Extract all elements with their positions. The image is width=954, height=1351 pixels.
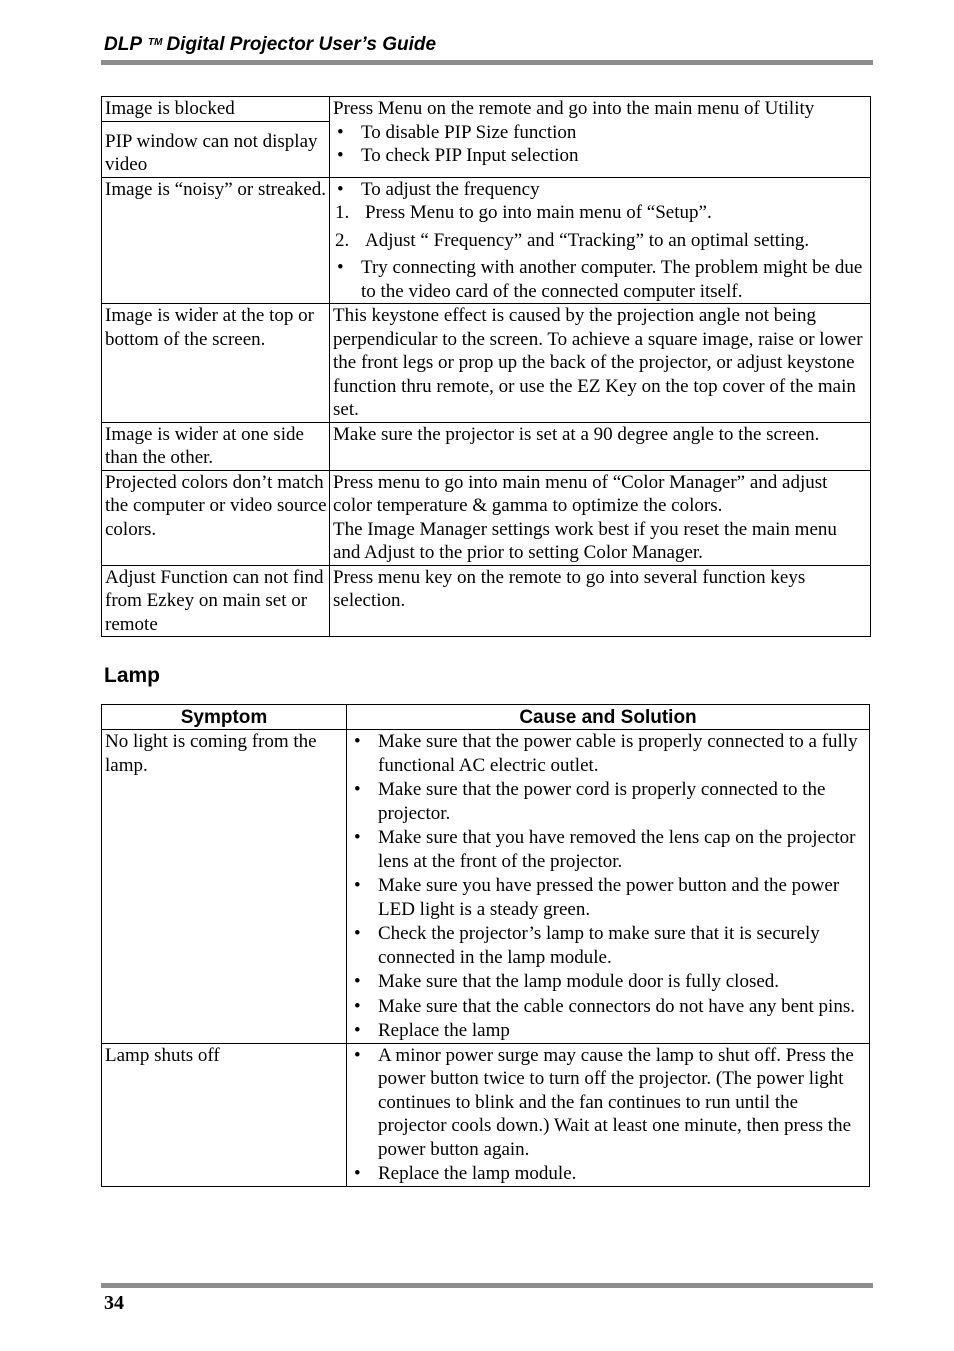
numbered-list bbox=[333, 201, 868, 252]
table-row bbox=[102, 97, 871, 122]
table-row bbox=[102, 1043, 870, 1186]
list-item: • Check the projector’s lamp to make sure that it is securely connected in the lamp module. bbox=[350, 922, 867, 969]
table-header-row bbox=[102, 705, 870, 730]
solution-list bbox=[333, 121, 868, 168]
list-item: • Replace the lamp bbox=[350, 1019, 867, 1043]
troubleshooting-image-table bbox=[101, 96, 871, 637]
symptom-cell: Image is wider at the top or bottom of the screen. bbox=[102, 304, 330, 423]
list-item: • To check PIP Input selection bbox=[333, 144, 868, 168]
solution-list bbox=[333, 256, 868, 303]
list-item: • Make sure that the cable connectors do not have any bent pins. bbox=[350, 995, 867, 1019]
symptom-cell: No light is coming from the lamp. bbox=[102, 730, 347, 1044]
symptom-cell: Image is blocked bbox=[102, 97, 330, 122]
lamp-troubleshooting-table bbox=[101, 704, 870, 1187]
solution-cell: Make sure the projector is set at a 90 degree angle to the screen. bbox=[330, 422, 871, 470]
table-row bbox=[102, 422, 871, 470]
table-row bbox=[102, 304, 871, 423]
list-item: • Try connecting with another computer. The problem might be due to the video card of the connected computer itself. bbox=[333, 256, 868, 303]
symptom-cell: Image is wider at one side than the other. bbox=[102, 422, 330, 470]
solution-cell bbox=[330, 470, 871, 565]
symptom-cell: Image is “noisy” or streaked. bbox=[102, 177, 330, 304]
list-item: • A minor power surge may cause the lamp to shut off. Press the power button twice to turn off the projector. (The power light continues to blink and the fan continues to run until the projector cools down.) Wait at least one minute, then press the power button again. bbox=[350, 1044, 867, 1162]
solution-text: Press menu to go into main menu of “Color Manager” and adjust color temperature & gamma to optimize the colors. bbox=[333, 471, 828, 516]
list-item: • Make sure that the lamp module door is fully closed. bbox=[350, 970, 867, 994]
section-title-lamp: Lamp bbox=[104, 664, 161, 687]
symptom-cell: Lamp shuts off bbox=[102, 1043, 347, 1186]
solution-text: The Image Manager settings work best if you reset the main menu and Adjust to the prior to setting Color Manager. bbox=[333, 518, 837, 563]
page-number: 34 bbox=[104, 1292, 124, 1314]
list-item: 1. Press Menu to go into main menu of “Setup”. bbox=[335, 202, 712, 223]
list-item: • Make sure you have pressed the power button and the power LED light is a steady green. bbox=[350, 874, 867, 921]
header-prefix: DLP bbox=[104, 34, 142, 55]
header-title: Digital Projector User’s Guide bbox=[166, 34, 437, 55]
solution-cell bbox=[347, 1043, 870, 1186]
solution-list bbox=[333, 178, 868, 202]
list-item: • Replace the lamp module. bbox=[350, 1162, 867, 1186]
table-row bbox=[102, 730, 870, 1044]
list-item: • To disable PIP Size function bbox=[333, 121, 868, 145]
solution-list bbox=[350, 1044, 867, 1186]
table-row bbox=[102, 470, 871, 565]
table-row bbox=[102, 177, 871, 304]
solution-cell: This keystone effect is caused by the projection angle not being perpendicular to the screen. To achieve a square image, raise or lower the front legs or prop up the back of the projector, or adjust keystone function thru remote, or use the EZ Key on the top cover of the main set. bbox=[330, 304, 871, 423]
solution-cell bbox=[330, 97, 871, 178]
page-header bbox=[104, 34, 436, 56]
header-rule bbox=[101, 60, 873, 65]
symptom-cell: Adjust Function can not find from Ezkey on main set or remote bbox=[102, 565, 330, 637]
symptom-cell: PIP window can not display video bbox=[102, 121, 330, 177]
solution-cell bbox=[330, 177, 871, 304]
solution-list bbox=[350, 730, 867, 1043]
list-item: • To adjust the frequency bbox=[333, 178, 868, 202]
trademark-mark: TM bbox=[148, 37, 163, 48]
column-header-solution: Cause and Solution bbox=[347, 705, 870, 730]
symptom-cell: Projected colors don’t match the computer or video source colors. bbox=[102, 470, 330, 565]
list-item: • Make sure that the power cord is properly connected to the projector. bbox=[350, 778, 867, 825]
solution-text: Press Menu on the remote and go into the main menu of Utility bbox=[333, 98, 815, 119]
table-row bbox=[102, 565, 871, 637]
footer-rule bbox=[101, 1283, 873, 1288]
list-item: • Make sure that the power cable is properly connected to a fully functional AC electric outlet. bbox=[350, 730, 867, 777]
list-item: • Make sure that you have removed the lens cap on the projector lens at the front of the projector. bbox=[350, 826, 867, 873]
solution-cell: Press menu key on the remote to go into several function keys selection. bbox=[330, 565, 871, 637]
list-item: 2. Adjust “ Frequency” and “Tracking” to an optimal setting. bbox=[335, 229, 810, 251]
column-header-symptom: Symptom bbox=[102, 705, 347, 730]
solution-cell bbox=[347, 730, 870, 1044]
